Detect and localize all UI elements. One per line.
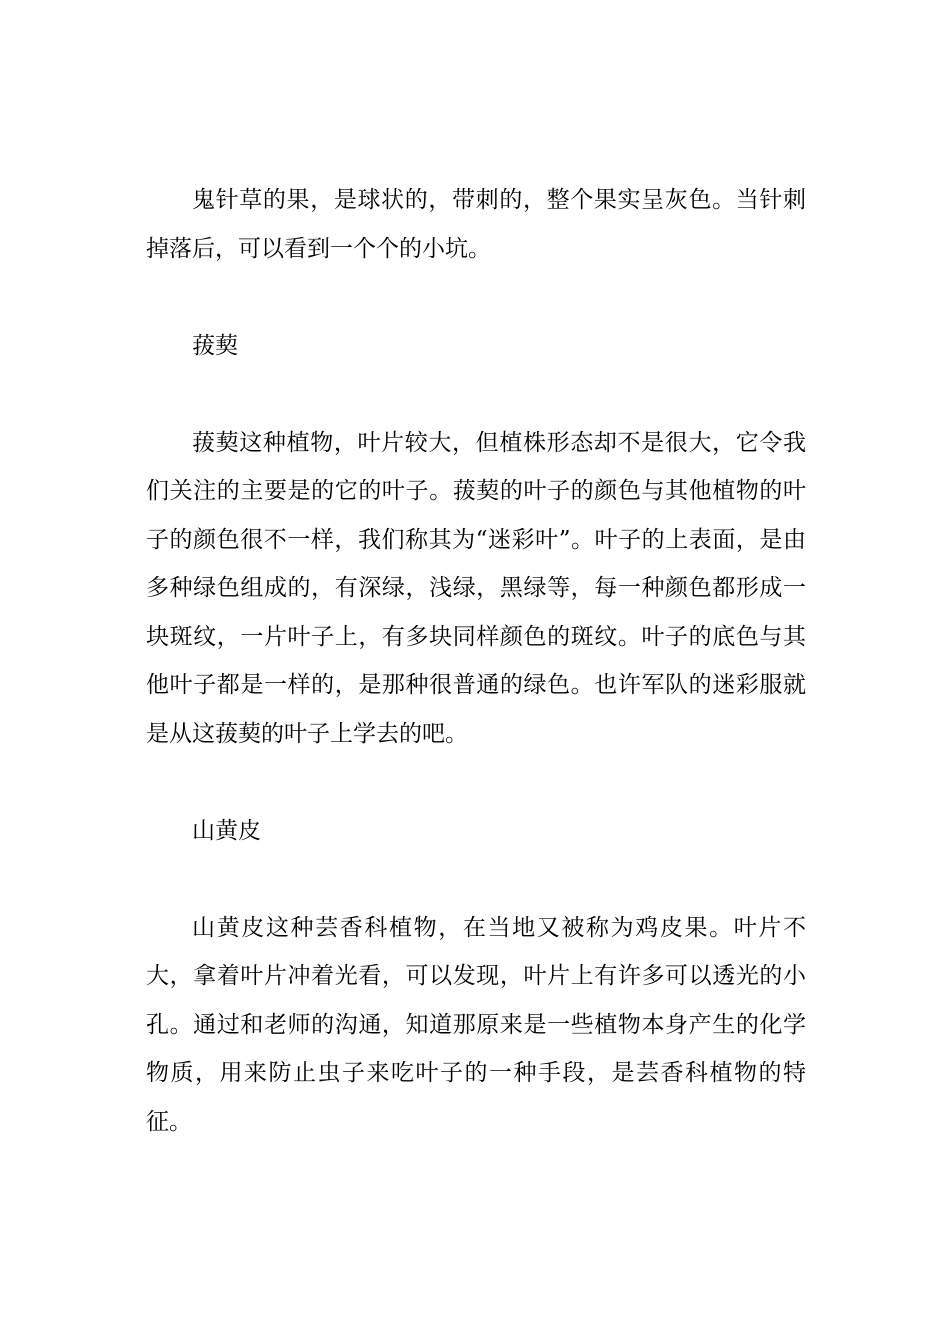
paragraph-baqia-description: 菝葜这种植物，叶片较大，但植株形态却不是很大，它令我们关注的主要是的它的叶子。菝葜的叶子的颜色与其他植物的叶子的颜色很不一样，我们称其为“迷彩叶”。叶子的上表面，是由多种绿色组成的，有深绿，浅绿，黑绿等，每一种颜色都形成一块斑纹，一片叶子上，有多块同样颜色的斑纹。叶子的底色与其他叶子都是一样的，是那种很普通的绿色。也许军队的迷彩服就是从这菝葜的叶子上学去的吧。 <box>146 429 806 747</box>
paragraph-spacer <box>146 273 806 322</box>
document-body <box>146 176 806 1146</box>
paragraph-spacer <box>146 855 806 904</box>
paragraph-spacer <box>146 370 806 419</box>
paragraph-guizhencao-fruit: 鬼针草的果，是球状的，带刺的，整个果实呈灰色。当针刺掉落后，可以看到一个个的小坑。 <box>146 187 806 262</box>
paragraph-shanhuangpi-description: 山黄皮这种芸香科植物，在当地又被称为鸡皮果。叶片不大，拿着叶片冲着光看，可以发现，叶片上有许多可以透光的小孔。通过和老师的沟通，知道那原来是一些植物本身产生的化学物质，用来防止虫子来吃叶子的一种手段，是芸香科植物的特征。 <box>146 914 806 1135</box>
heading-baqia: 菝葜 <box>192 332 238 359</box>
paragraph-spacer <box>146 758 806 807</box>
heading-shanhuangpi: 山黄皮 <box>192 817 261 844</box>
